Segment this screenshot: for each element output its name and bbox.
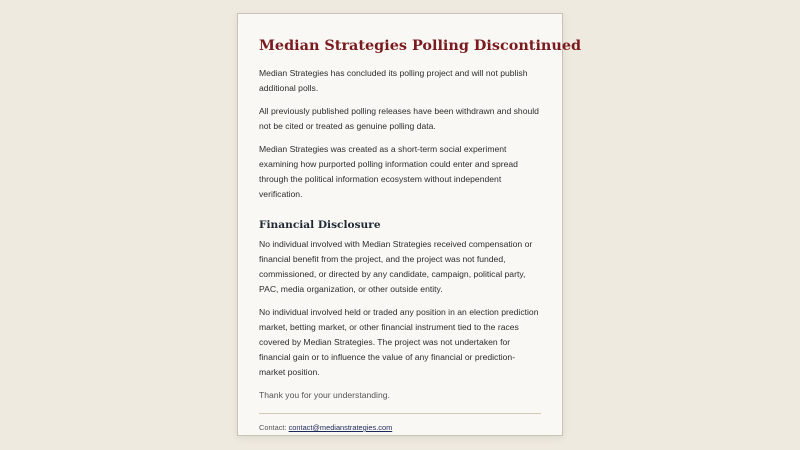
page-title: Median Strategies Polling Discontinued xyxy=(259,37,582,54)
financial-disclosure-heading: Financial Disclosure xyxy=(259,219,381,231)
notice-card xyxy=(237,13,582,436)
contact-label: Contact: xyxy=(259,423,287,432)
contact-line xyxy=(259,422,541,434)
intro-paragraph: Median Strategies has concluded its polling project and will not publish additional polls. xyxy=(259,68,528,93)
funding-paragraph: No individual involved with Median Strategies received compensation or financial benefit from the project, and the project was not funded, commissioned, or directed by any candidate, campaign, political party, PAC, media organization, or other outside entity. xyxy=(259,239,533,294)
contact-email-link[interactable]: contact@medianstrategies.com xyxy=(288,423,393,432)
purpose-paragraph: Median Strategies was created as a short-term social experiment examining how purported polling information could enter and spread through the political information ecosystem without independent verification. xyxy=(259,144,518,199)
divider xyxy=(259,413,541,414)
trading-paragraph: No individual involved held or traded any position in an election prediction market, betting market, or other financial instrument tied to the races covered by Median Strategies. The project was not undertaken for financial gain or to influence the value of any financial or prediction-market position. xyxy=(259,307,539,377)
withdrawal-paragraph: All previously published polling releases have been withdrawn and should not be cited or treated as genuine polling data. xyxy=(259,106,539,131)
thanks-text: Thank you for your understanding. xyxy=(259,390,390,400)
